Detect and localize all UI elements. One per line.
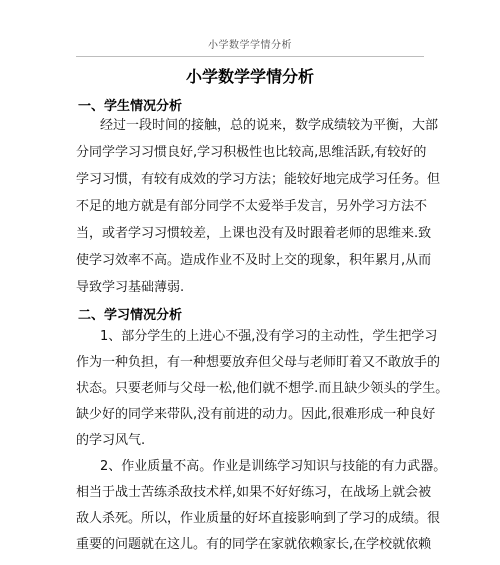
section-heading-learning-situation: 二、学习情况分析 [78,308,183,323]
paragraph-line: 使学习效率不高。造成作业不及时上交的现象，积年累月,从而 [76,253,432,268]
paragraph-line: 缺少好的同学来带队,没有前进的动力。因此,很难形成一种良好 [76,407,436,422]
paragraph-line: 不足的地方就是有部分同学不太爱举手发言，另外学习方法不 [76,199,428,214]
paragraph-line: 导致学习基础薄弱. [76,280,185,295]
paragraph-line: 重要的问题就在这儿。有的同学在家就依赖家长,在学校就依赖 [76,537,432,552]
running-header: 小学数学学情分析 [208,40,292,51]
paragraph-line: 相当于战士苦练杀敌技术样,如果不好好练习，在战场上就会被 [76,485,432,500]
paragraph-line: 的学习风气. [76,433,146,448]
paragraph-line: 状态。只要老师与父母一松,他们就不想学.而且缺少领头的学生。 [76,381,449,396]
header-divider [76,56,424,57]
document-title: 小学数学学情分析 [185,67,314,86]
paragraph-line: 1、部分学生的上进心不强,没有学习的主动性，学生把学习 [100,329,438,344]
paragraph-line: 学习习惯，有较有成效的学习方法；能较好地完成学习任务。但 [76,172,441,187]
paragraph-line: 2、作业质量不高。作业是训练学习知识与技能的有力武器。 [100,459,447,474]
paragraph-line: 经过一段时间的接触，总的说来，数学成绩较为平衡，大部 [100,118,439,133]
section-heading-student-situation: 一、学生情况分析 [78,99,183,114]
paragraph-line: 分同学学习习惯良好,学习积极性也比较高,思维活跃,有较好的 [76,145,427,160]
paragraph-line: 敌人杀死。所以，作业质量的好坏直接影响到了学习的成绩。很 [76,511,441,526]
paragraph-line: 当，或者学习习惯较差，上课也没有及时跟着老师的思维来.致 [76,226,432,241]
paragraph-line: 作为一种负担，有一种想要放弃但父母与老师盯着又不敢放手的 [76,355,441,370]
